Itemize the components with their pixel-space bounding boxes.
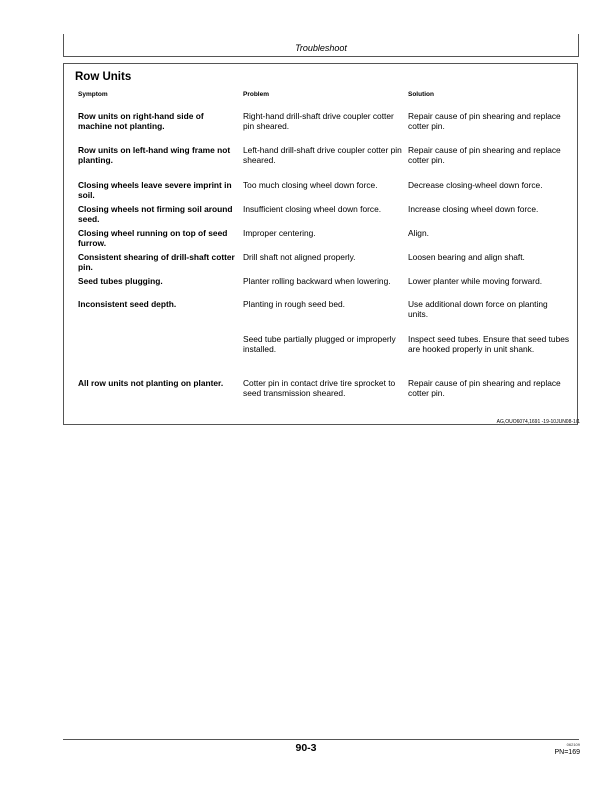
footer-date-code: 062109 bbox=[566, 742, 580, 747]
table-row-solution: Lower planter while moving forward. bbox=[408, 276, 543, 286]
column-header-symptom: Symptom bbox=[78, 91, 108, 98]
footer-pn: PN=169 bbox=[554, 749, 580, 756]
table-row-symptom: Closing wheel running on top of seed furrow. bbox=[78, 228, 228, 249]
table-row-solution: Inspect seed tubes. Ensure that seed tubes are hooked properly in unit shank. bbox=[408, 334, 570, 355]
table-row-solution: Repair cause of pin shearing and replace cotter pin. bbox=[408, 111, 561, 132]
table-row-problem: Insufficient closing wheel down force. bbox=[243, 204, 382, 214]
table-row-problem: Too much closing wheel down force. bbox=[243, 180, 378, 190]
page-header-title: Troubleshoot bbox=[295, 43, 347, 53]
table-row-solution: Repair cause of pin shearing and replace cotter pin. bbox=[408, 378, 561, 399]
section-title: Row Units bbox=[75, 71, 132, 83]
table-row-symptom: Closing wheels not firming soil around seed. bbox=[78, 204, 233, 225]
table-row-symptom: Row units on left-hand wing frame not planting. bbox=[78, 145, 231, 166]
table-row-problem: Right-hand drill-shaft drive coupler cotter pin sheared. bbox=[243, 111, 394, 132]
table-row-symptom: Closing wheels leave severe imprint in soil. bbox=[78, 180, 232, 201]
page-number: 90-3 bbox=[295, 742, 317, 754]
table-row-solution: Decrease closing-wheel down force. bbox=[408, 180, 543, 190]
table-row-problem: Cotter pin in contact drive tire sprocket to seed transmission sheared. bbox=[243, 378, 396, 399]
document-reference-code: AG,OUO6074,1691 -19-10JUN08-1/1 bbox=[496, 419, 580, 425]
table-row-solution: Loosen bearing and align shaft. bbox=[408, 252, 525, 262]
table-row-problem: Planter rolling backward when lowering. bbox=[243, 276, 391, 286]
table-row-problem: Left-hand drill-shaft drive coupler cotter pin sheared. bbox=[243, 145, 402, 166]
table-row-problem: Seed tube partially plugged or improperly installed. bbox=[243, 334, 396, 355]
header-rule bbox=[63, 56, 579, 57]
table-row-problem: Planting in rough seed bed. bbox=[243, 299, 345, 309]
table-row-solution: Use additional down force on planting units. bbox=[408, 299, 548, 320]
table-row-symptom: Inconsistent seed depth. bbox=[78, 299, 177, 309]
table-row-problem: Drill shaft not aligned properly. bbox=[243, 252, 356, 262]
table-row-symptom: All row units not planting on planter. bbox=[78, 378, 224, 388]
footer-rule bbox=[63, 739, 579, 740]
table-row-symptom: Seed tubes plugging. bbox=[78, 276, 163, 286]
column-header-problem: Problem bbox=[243, 91, 270, 98]
table-row-symptom: Consistent shearing of drill-shaft cotter pin. bbox=[78, 252, 235, 273]
table-row-problem: Improper centering. bbox=[243, 228, 316, 238]
table-row-solution: Repair cause of pin shearing and replace cotter pin. bbox=[408, 145, 561, 166]
table-row-solution: Increase closing wheel down force. bbox=[408, 204, 539, 214]
table-row-symptom: Row units on right-hand side of machine not planting. bbox=[78, 111, 204, 132]
table-row-solution: Align. bbox=[408, 228, 429, 238]
column-header-solution: Solution bbox=[408, 91, 434, 98]
